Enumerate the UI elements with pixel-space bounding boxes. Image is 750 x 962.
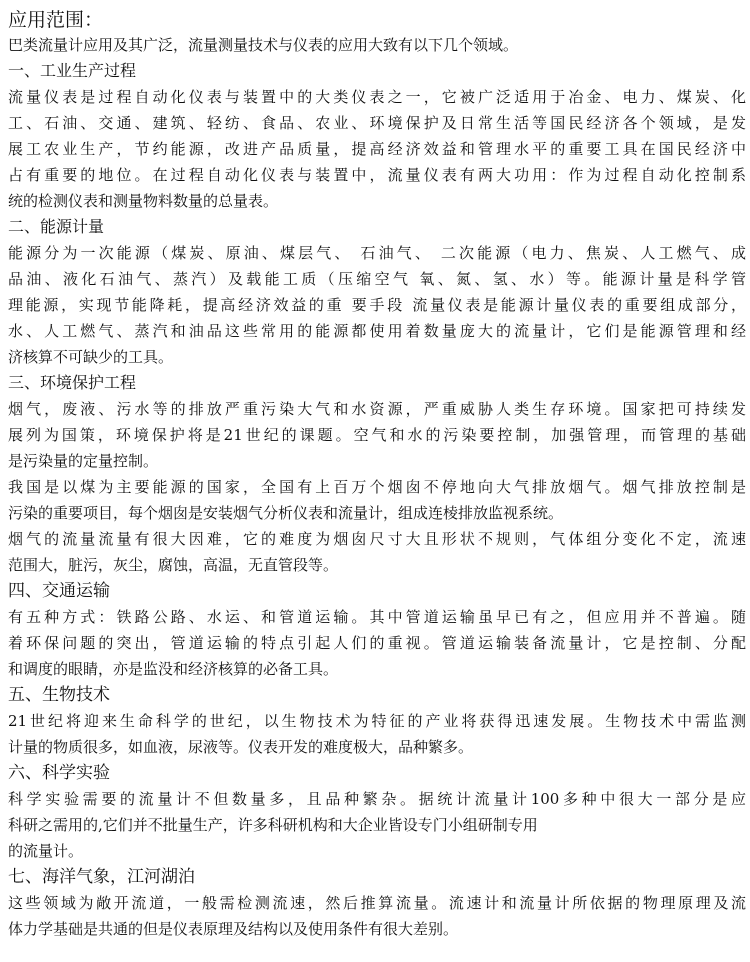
section-heading: 一、工业生产过程 bbox=[8, 61, 137, 80]
text-line: 能源分为一次能源（煤炭、原油、煤层气、 石油气、 二次能源（电力、焦炭、人工燃气、成 bbox=[8, 244, 746, 262]
text-line: 有五种方式：铁路公路、水运、和管道运输。其中管道运输虽早已有之，但应用并不普遍。随 bbox=[8, 608, 746, 626]
text-line: 体力学基础是共通的但是仪表原理及结构以及使用条件有很大差别。 bbox=[8, 920, 459, 938]
section-heading: 三、环境保护工程 bbox=[8, 373, 137, 392]
text-line: 科研之需用的,它们并不批量生产，许多科研机构和大企业皆设专门小组研制专用 bbox=[8, 816, 538, 834]
document-body bbox=[8, 8, 746, 942]
text-line: 计量的物质很多，如血液，尿液等。仪表开发的难度极大，品种繁多。 bbox=[8, 738, 474, 756]
page-title: 应用范围： bbox=[8, 9, 104, 31]
text-line: 科学实验需要的流量计不但数量多，且品种繁杂。据统计流量计100多种中很大一部分是应 bbox=[8, 790, 746, 808]
text-line: 烟气的流量流量有很大因难，它的难度为烟囱尺寸大且形状不规则，气体组分变化不定，流速 bbox=[8, 530, 746, 548]
text-line: 占有重要的地位。在过程自动化仪表与装置中，流量仪表有两大功用：作为过程自动化控制系 bbox=[8, 166, 746, 184]
section bbox=[8, 58, 746, 214]
text-line: 是污染量的定量控制。 bbox=[8, 452, 159, 470]
intro-paragraph: 巴类流量计应用及其广泛，流量测量技术与仪表的应用大致有以下几个领域。 bbox=[8, 36, 519, 54]
text-line: 范围大，脏污，灰尘，腐蚀，高温，无直管段等。 bbox=[8, 556, 339, 574]
text-line: 21世纪将迎来生命科学的世纪，以生物技术为特征的产业将获得迅速发展。生物技术中需监测 bbox=[8, 712, 746, 730]
text-line: 展工农业生产，节约能源，改进产品质量，提高经济效益和管理水平的重要工具在国民经济中 bbox=[8, 140, 746, 158]
section-heading: 四、交通运输 bbox=[8, 581, 110, 601]
section bbox=[8, 370, 746, 578]
text-line: 水、人工燃气、蒸汽和油品这些常用的能源都使用着数量庞大的流量计，它们是能源管理和经 bbox=[8, 322, 746, 340]
text-line: 济核算不可缺少的工具。 bbox=[8, 348, 174, 366]
text-line: 理能源，实现节能降耗，提高经济效益的重 要手段 流量仪表是能源计量仪表的重要组成部分， bbox=[8, 296, 746, 314]
text-line: 烟气，废液、污水等的排放严重污染大气和水资源，严重威胁人类生存环境。国家把可持续发 bbox=[8, 400, 746, 418]
text-line: 展列为国策，环境保护将是21世纪的课题。空气和水的污染要控制，加强管理，而管理的基础 bbox=[8, 426, 746, 444]
section bbox=[8, 864, 746, 942]
section bbox=[8, 214, 746, 370]
section bbox=[8, 682, 746, 760]
text-line: 流量仪表是过程自动化仪表与装置中的大类仪表之一，它被广泛适用于冶金、电力、煤炭、化 bbox=[8, 88, 746, 106]
text-line: 品油、液化石油气、蒸汽）及载能工质（压缩空气 氧、氮、氢、水）等。能源计量是科学管 bbox=[8, 270, 746, 288]
section bbox=[8, 578, 746, 682]
text-line: 污染的重要项目，每个烟囱是安装烟气分析仪表和流量计，组成连棱排放监视系统。 bbox=[8, 504, 564, 522]
text-line: 我国是以煤为主要能源的国家，全国有上百万个烟囱不停地向大气排放烟气。烟气排放控制是 bbox=[8, 478, 746, 496]
text-line: 的流量计。 bbox=[8, 842, 84, 860]
section bbox=[8, 760, 746, 864]
text-line: 这些领域为敞开流道，一般需检测流速，然后推算流量。流速计和流量计所依据的物理原理及流 bbox=[8, 894, 746, 912]
sections-container bbox=[8, 58, 746, 942]
section-heading: 二、能源计量 bbox=[8, 217, 105, 236]
section-heading: 七、海洋气象，江河湖泊 bbox=[8, 867, 195, 887]
text-line: 工、石油、交通、建筑、轻纺、食品、农业、环境保护及日常生活等国民经济各个领域，是发 bbox=[8, 114, 746, 132]
text-line: 着环保问题的突出，管道运输的特点引起人们的重视。管道运输装备流量计，它是控制、分配 bbox=[8, 634, 746, 652]
section-heading: 五、生物技术 bbox=[8, 685, 110, 705]
text-line: 和调度的眼睛，亦是监没和经济核算的必备工具。 bbox=[8, 660, 339, 678]
text-line: 统的检测仪表和测量物料数量的总量表。 bbox=[8, 192, 279, 210]
section-heading: 六、科学实验 bbox=[8, 763, 110, 783]
